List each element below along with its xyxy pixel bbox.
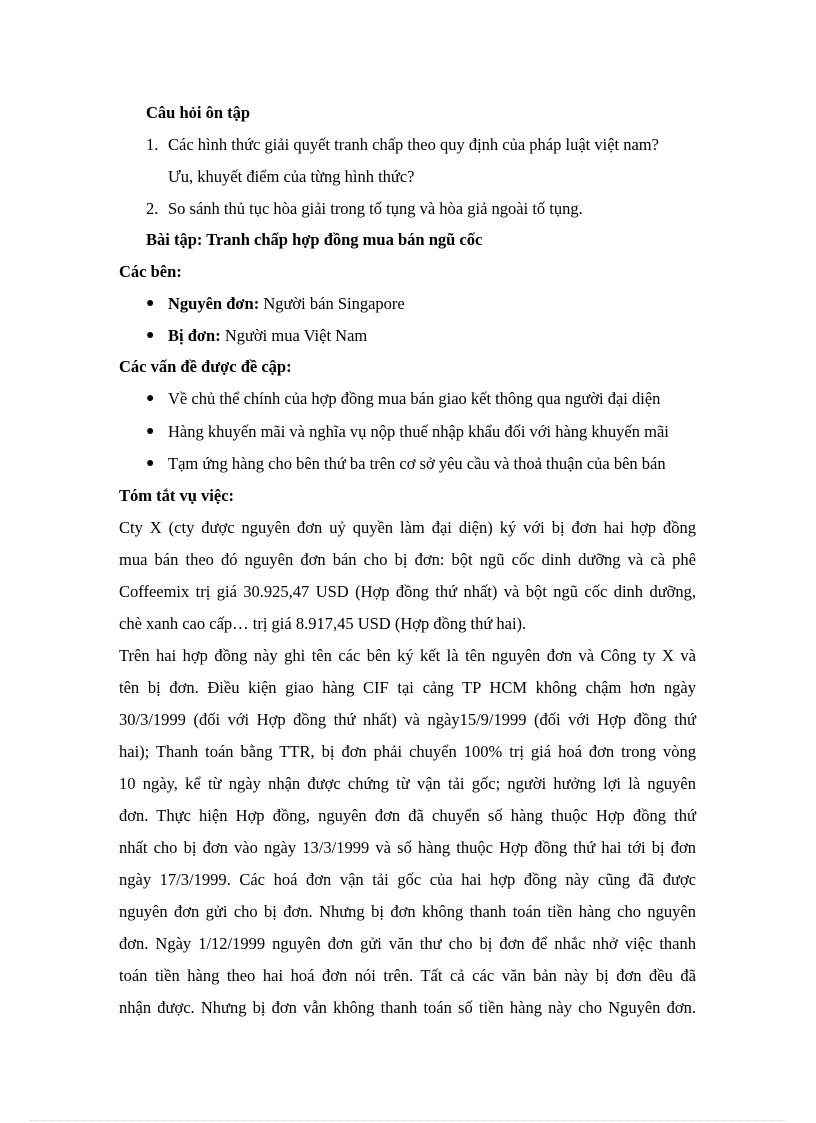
question-text: So sánh thủ tục hòa giải trong tố tụng và hòa giả ngoài tố tụng. bbox=[168, 199, 583, 218]
paragraph-line: ngày 17/3/1999. Các hoá đơn vận tải gốc của hai hợp đồng này cũng đã được bbox=[119, 870, 696, 889]
issues-heading: Các vấn đề được đề cập: bbox=[119, 357, 292, 376]
paragraph-line: hai); Thanh toán bằng TTR, bị đơn phải chuyển 100% trị giá hoá đơn trong vòng bbox=[119, 742, 696, 761]
party-item bbox=[168, 294, 405, 314]
paragraph-line: Trên hai hợp đồng này ghi tên các bên ký kết là tên nguyên đơn và Công ty X và bbox=[119, 646, 696, 665]
paragraph-line: mua bán theo đó nguyên đơn bán cho bị đơn: bột ngũ cốc dinh dưỡng và cà phê bbox=[119, 550, 696, 569]
paragraph-line: đơn. Ngày 1/12/1999 nguyên đơn gửi văn thư cho bị đơn để nhắc nhở việc thanh bbox=[119, 934, 696, 953]
question-text: Các hình thức giải quyết tranh chấp theo quy định của pháp luật việt nam? bbox=[168, 135, 659, 154]
bullet-icon: ● bbox=[146, 456, 155, 471]
bullet-icon: ● bbox=[146, 424, 155, 439]
party-label: Nguyên đơn: bbox=[168, 294, 260, 313]
party-item bbox=[168, 326, 367, 346]
exercise-title: Bài tập: Tranh chấp hợp đồng mua bán ngũ cốc bbox=[146, 230, 483, 249]
issue-item: Về chủ thể chính của hợp đồng mua bán giao kết thông qua người đại diện bbox=[168, 389, 661, 408]
paragraph-line: chè xanh cao cấp… trị giá 8.917,45 USD (Hợp đồng thứ hai). bbox=[119, 614, 527, 633]
issue-item: Hàng khuyến mãi và nghĩa vụ nộp thuế nhập khẩu đối với hàng khuyến mãi bbox=[168, 422, 669, 441]
bullet-icon: ● bbox=[146, 391, 155, 406]
paragraph-line: Coffeemix trị giá 30.925,47 USD (Hợp đồng thứ nhất) và bột ngũ cốc dinh dưỡng, bbox=[119, 582, 696, 601]
paragraph-line: nguyên đơn gửi cho bị đơn. Nhưng bị đơn không thanh toán tiền hàng cho nguyên bbox=[119, 902, 696, 921]
bullet-icon: ● bbox=[146, 328, 155, 343]
parties-heading: Các bên: bbox=[119, 262, 182, 281]
issue-item: Tạm ứng hàng cho bên thứ ba trên cơ sở yêu cầu và thoả thuận của bên bán bbox=[168, 454, 666, 473]
summary-paragraph-2 bbox=[119, 640, 696, 1024]
paragraph-line: Cty X (cty được nguyên đơn uỷ quyền làm đại diện) ký với bị đơn hai hợp đồng bbox=[119, 518, 696, 537]
party-value: Người mua Việt Nam bbox=[224, 326, 368, 345]
paragraph-line: toán tiền hàng theo hai hoá đơn nói trên. Tất cả các văn bản này bị đơn đều đã bbox=[119, 966, 696, 985]
paragraph-line: nhất cho bị đơn vào ngày 13/3/1999 và số hàng thuộc Hợp đồng thứ hai tới bị đơn bbox=[119, 838, 696, 857]
paragraph-line: 30/3/1999 (đối với Hợp đồng thứ nhất) và ngày15/9/1999 (đối với Hợp đồng thứ bbox=[119, 710, 696, 729]
paragraph-line: tên bị đơn. Điều kiện giao hàng CIF tại cảng TP HCM không chậm hơn ngày bbox=[119, 678, 696, 697]
page-bottom-divider bbox=[30, 1120, 786, 1121]
paragraph-line: đơn. Thực hiện Hợp đồng, nguyên đơn đã chuyển số hàng thuộc Hợp đồng thứ bbox=[119, 806, 696, 825]
summary-heading: Tóm tắt vụ việc: bbox=[119, 486, 235, 505]
question-number: 1. bbox=[146, 135, 159, 154]
paragraph-line: 10 ngày, kể từ ngày nhận được chứng từ vận tải gốc; người hưởng lợi là nguyên bbox=[119, 774, 696, 793]
party-label: Bị đơn: bbox=[168, 326, 221, 345]
review-heading: Câu hỏi ôn tập bbox=[146, 103, 251, 122]
party-value: Người bán Singapore bbox=[263, 294, 405, 313]
bullet-icon: ● bbox=[146, 296, 155, 311]
summary-paragraph-1 bbox=[119, 512, 696, 640]
question-text-continued: Ưu, khuyết điểm của từng hình thức? bbox=[168, 167, 415, 186]
question-number: 2. bbox=[146, 199, 159, 218]
paragraph-line: nhận được. Nhưng bị đơn vẫn không thanh toán số tiền hàng này cho Nguyên đơn. bbox=[119, 998, 696, 1017]
